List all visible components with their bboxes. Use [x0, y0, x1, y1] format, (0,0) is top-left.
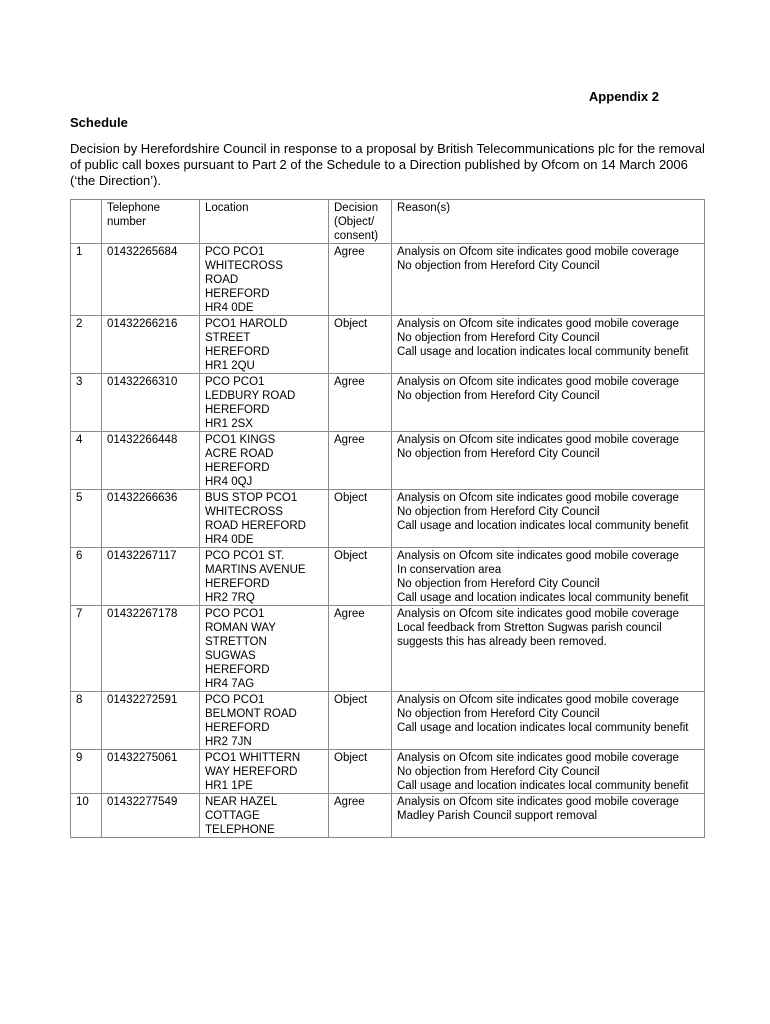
cell-reasons [392, 692, 705, 750]
cell-number [71, 316, 102, 374]
header-reasons-line: Reason(s) [397, 202, 451, 214]
cell-reasons [392, 374, 705, 432]
location-line: HEREFORD [205, 664, 270, 676]
location-line: ROAD HEREFORD [205, 520, 306, 532]
row-number: 3 [76, 376, 83, 388]
location-line: HR2 7RQ [205, 592, 255, 604]
cell-number [71, 548, 102, 606]
table-header-row [71, 200, 705, 244]
location-line: HEREFORD [205, 578, 270, 590]
cell-telephone [102, 606, 200, 692]
cell-telephone [102, 316, 200, 374]
location-line: WAY HEREFORD [205, 766, 298, 778]
cell-reasons [392, 606, 705, 692]
header-number [71, 200, 102, 244]
decision-value: Agree [334, 434, 365, 446]
reason-line: No objection from Hereford City Council [397, 708, 600, 720]
cell-number [71, 244, 102, 316]
cell-decision [329, 244, 392, 316]
decision-value: Object [334, 492, 368, 504]
cell-reasons [392, 548, 705, 606]
reason-line: No objection from Hereford City Council [397, 260, 600, 272]
cell-decision [329, 750, 392, 794]
cell-telephone [102, 548, 200, 606]
telephone-number: 01432272591 [107, 694, 178, 706]
telephone-number: 01432266216 [107, 318, 178, 330]
location-line: WHITECROSS [205, 260, 283, 272]
reason-line: Analysis on Ofcom site indicates good mobile coverage [397, 434, 679, 446]
cell-number [71, 692, 102, 750]
cell-decision [329, 374, 392, 432]
row-number: 2 [76, 318, 83, 330]
header-telephone-line: number [107, 216, 146, 228]
reason-line: Analysis on Ofcom site indicates good mobile coverage [397, 318, 679, 330]
reason-line: Local feedback from Stretton Sugwas parish council suggests this has already been removed. [397, 622, 662, 648]
location-line: PCO PCO1 [205, 376, 265, 388]
cell-number [71, 794, 102, 838]
location-line: NEAR HAZEL [205, 796, 278, 808]
reason-line: Call usage and location indicates local community benefit [397, 520, 689, 532]
location-line: HEREFORD [205, 404, 270, 416]
decision-value: Agree [334, 608, 365, 620]
cell-reasons [392, 244, 705, 316]
decision-value: Object [334, 318, 368, 330]
location-line: HR4 0DE [205, 534, 254, 546]
cell-telephone [102, 794, 200, 838]
row-number: 9 [76, 752, 83, 764]
cell-telephone [102, 692, 200, 750]
location-line: PCO PCO1 [205, 246, 265, 258]
decision-value: Agree [334, 796, 365, 808]
location-line: PCO1 KINGS [205, 434, 276, 446]
telephone-number: 01432267178 [107, 608, 178, 620]
cell-reasons [392, 316, 705, 374]
cell-telephone [102, 244, 200, 316]
reason-line: Call usage and location indicates local community benefit [397, 592, 689, 604]
row-number: 1 [76, 246, 83, 258]
table-row [71, 692, 705, 750]
header-location [200, 200, 329, 244]
table-row [71, 432, 705, 490]
table-row [71, 606, 705, 692]
row-number: 7 [76, 608, 83, 620]
telephone-number: 01432266636 [107, 492, 178, 504]
reason-line: Call usage and location indicates local community benefit [397, 722, 689, 734]
schedule-table [70, 199, 705, 838]
cell-telephone [102, 374, 200, 432]
row-number: 8 [76, 694, 83, 706]
cell-decision [329, 548, 392, 606]
intro-paragraph: Decision by Herefordshire Council in response to a proposal by British Telecommunications plc for the removal of public call boxes pursuant to Part 2 of the Schedule to a Direction published by Ofcom on 14 March 2006 (‘the Direction’). [70, 141, 705, 188]
cell-decision [329, 794, 392, 838]
location-line: HR1 1PE [205, 780, 253, 792]
location-line: PCO1 WHITTERN [205, 752, 301, 764]
header-location-line: Location [205, 202, 249, 214]
location-line: HR4 0DE [205, 302, 254, 314]
table-row [71, 374, 705, 432]
reason-line: Analysis on Ofcom site indicates good mobile coverage [397, 550, 679, 562]
telephone-number: 01432277549 [107, 796, 178, 808]
location-line: HEREFORD [205, 722, 270, 734]
table-row [71, 244, 705, 316]
location-line: HEREFORD [205, 346, 270, 358]
cell-reasons [392, 432, 705, 490]
cell-decision [329, 692, 392, 750]
cell-location [200, 750, 329, 794]
cell-location [200, 432, 329, 490]
cell-number [71, 374, 102, 432]
header-decision-line: consent) [334, 230, 379, 242]
reason-line: Analysis on Ofcom site indicates good mobile coverage [397, 694, 679, 706]
cell-decision [329, 490, 392, 548]
table-row [71, 490, 705, 548]
cell-reasons [392, 490, 705, 548]
cell-number [71, 606, 102, 692]
telephone-number: 01432266310 [107, 376, 178, 388]
reason-line: Analysis on Ofcom site indicates good mobile coverage [397, 376, 679, 388]
header-decision-line: Decision [334, 202, 379, 214]
cell-location [200, 374, 329, 432]
decision-value: Object [334, 550, 368, 562]
decision-value: Agree [334, 246, 365, 258]
cell-decision [329, 606, 392, 692]
cell-telephone [102, 432, 200, 490]
location-line: HR4 7AG [205, 678, 255, 690]
location-line: PCO PCO1 [205, 694, 265, 706]
location-line: ROMAN WAY [205, 622, 276, 634]
location-line: HR1 2SX [205, 418, 253, 430]
reason-line: Analysis on Ofcom site indicates good mobile coverage [397, 246, 679, 258]
schedule-heading: Schedule [70, 115, 128, 130]
cell-reasons [392, 750, 705, 794]
location-line: HR1 2QU [205, 360, 255, 372]
decision-value: Object [334, 752, 368, 764]
location-line: STRETTON [205, 636, 267, 648]
cell-telephone [102, 750, 200, 794]
cell-location [200, 548, 329, 606]
table-row [71, 750, 705, 794]
row-number: 10 [76, 796, 89, 808]
decision-value: Object [334, 694, 368, 706]
location-line: STREET [205, 332, 251, 344]
location-line: BUS STOP PCO1 [205, 492, 298, 504]
reason-line: No objection from Hereford City Council [397, 766, 600, 778]
reason-line: Analysis on Ofcom site indicates good mobile coverage [397, 796, 679, 808]
reason-line: Analysis on Ofcom site indicates good mobile coverage [397, 608, 679, 620]
location-line: ROAD [205, 274, 239, 286]
reason-line: Madley Parish Council support removal [397, 810, 598, 822]
location-line: SUGWAS [205, 650, 256, 662]
reason-line: In conservation area [397, 564, 502, 576]
table-row [71, 548, 705, 606]
location-line: HEREFORD [205, 462, 270, 474]
location-line: HEREFORD [205, 288, 270, 300]
cell-telephone [102, 490, 200, 548]
location-line: HR2 7JN [205, 736, 252, 748]
location-line: PCO PCO1 ST. [205, 550, 285, 562]
row-number: 4 [76, 434, 83, 446]
cell-location [200, 490, 329, 548]
location-line: COTTAGE [205, 810, 260, 822]
cell-number [71, 490, 102, 548]
table-row [71, 316, 705, 374]
cell-location [200, 316, 329, 374]
row-number: 6 [76, 550, 83, 562]
cell-location [200, 606, 329, 692]
telephone-number: 01432267117 [107, 550, 177, 562]
reason-line: No objection from Hereford City Council [397, 506, 600, 518]
reason-line: Analysis on Ofcom site indicates good mobile coverage [397, 752, 679, 764]
reason-line: Call usage and location indicates local community benefit [397, 780, 689, 792]
location-line: ACRE ROAD [205, 448, 274, 460]
header-telephone [102, 200, 200, 244]
location-line: WHITECROSS [205, 506, 283, 518]
header-decision-line: (Object/ [334, 216, 375, 228]
location-line: PCO1 HAROLD [205, 318, 288, 330]
decision-value: Agree [334, 376, 365, 388]
reason-line: No objection from Hereford City Council [397, 332, 600, 344]
telephone-number: 01432266448 [107, 434, 178, 446]
table-row [71, 794, 705, 838]
header-decision [329, 200, 392, 244]
reason-line: Call usage and location indicates local community benefit [397, 346, 689, 358]
cell-location [200, 692, 329, 750]
cell-location [200, 794, 329, 838]
location-line: PCO PCO1 [205, 608, 265, 620]
reason-line: Analysis on Ofcom site indicates good mobile coverage [397, 492, 679, 504]
location-line: TELEPHONE [205, 824, 275, 836]
header-telephone-line: Telephone [107, 202, 161, 214]
cell-reasons [392, 794, 705, 838]
location-line: MARTINS AVENUE [205, 564, 306, 576]
location-line: HR4 0QJ [205, 476, 253, 488]
location-line: LEDBURY ROAD [205, 390, 296, 402]
reason-line: No objection from Hereford City Council [397, 448, 600, 460]
appendix-heading: Appendix 2 [588, 89, 659, 104]
reason-line: No objection from Hereford City Council [397, 390, 600, 402]
location-line: BELMONT ROAD [205, 708, 297, 720]
telephone-number: 01432265684 [107, 246, 178, 258]
cell-location [200, 244, 329, 316]
cell-decision [329, 316, 392, 374]
cell-number [71, 750, 102, 794]
row-number: 5 [76, 492, 83, 504]
cell-number [71, 432, 102, 490]
table-body [71, 244, 705, 838]
cell-decision [329, 432, 392, 490]
header-reasons [392, 200, 705, 244]
telephone-number: 01432275061 [107, 752, 178, 764]
reason-line: No objection from Hereford City Council [397, 578, 600, 590]
